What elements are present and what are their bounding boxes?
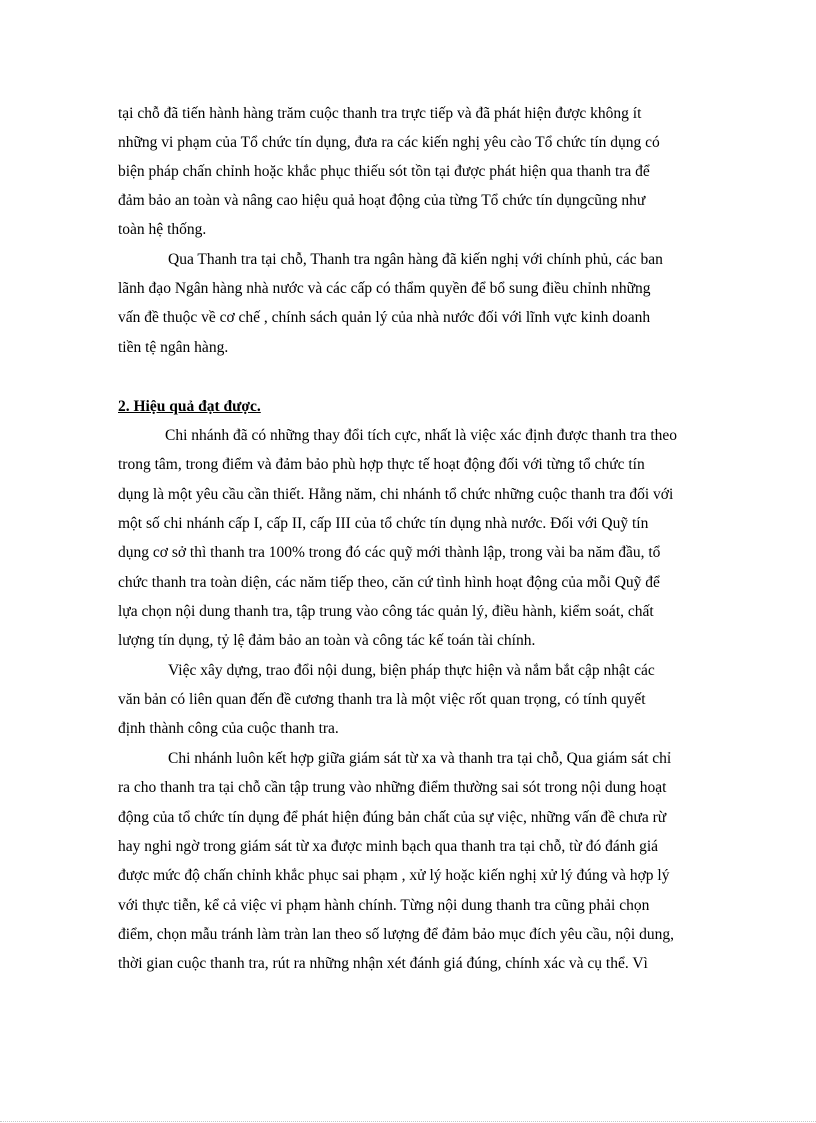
section-heading: 2. Hiệu quả đạt được. (118, 398, 261, 415)
text-line: điểm, chọn mẫu tránh làm tràn lan theo số lượng để đảm bảo mục đích yêu cầu, nội dung, (118, 926, 674, 943)
text-line: định thành công của cuộc thanh tra. (118, 720, 339, 737)
text-line: dụng là một yêu cầu cần thiết. Hằng năm, chi nhánh tổ chức những cuộc thanh tra đối với (118, 486, 674, 503)
text-line: những vi phạm của Tổ chức tín dụng, đưa ra các kiến nghị yêu cào Tổ chức tín dụng có (118, 134, 660, 151)
text-line: hay nghi ngờ trong giám sát từ xa được minh bạch qua thanh tra tại chỗ, từ đó đánh giá (118, 838, 659, 855)
text-line: một số chi nhánh cấp I, cấp II, cấp III của tổ chức tín dụng nhà nước. Đối với Quỹ tín (118, 515, 649, 532)
text-line: động của tổ chức tín dụng để phát hiện đúng bản chất của sự việc, những vấn đề chưa rừ (118, 809, 667, 826)
text-line: tại chỗ đã tiến hành hàng trăm cuộc thanh tra trực tiếp và đã phát hiện được không ít (118, 105, 642, 122)
text-line: vấn đề thuộc về cơ chế , chính sách quản lý của nhà nước đối với lĩnh vực kinh doanh (118, 309, 651, 326)
text-line: Qua Thanh tra tại chỗ, Thanh tra ngân hàng đã kiến nghị với chính phủ, các ban (168, 251, 663, 268)
text-line: Chi nhánh luôn kết hợp giữa giám sát từ xa và thanh tra tại chỗ, Qua giám sát chỉ (168, 750, 672, 767)
text-line: chức thanh tra toàn diện, các năm tiếp theo, căn cứ tình hình hoạt động của mỗi Quỹ để (118, 574, 660, 591)
text-line: đảm bảo an toàn và nâng cao hiệu quả hoạt động của từng Tổ chức tín dụngcũng như (118, 192, 646, 209)
text-line: lượng tín dụng, tỷ lệ đảm bảo an toàn và công tác kế toán tài chính. (118, 632, 536, 649)
text-line: Chi nhánh đã có những thay đổi tích cực, nhất là việc xác định được thanh tra theo (165, 427, 678, 444)
text-line: biện pháp chấn chỉnh hoặc khắc phục thiếu sót tồn tại được phát hiện qua thanh tra để (118, 163, 650, 180)
text-line: trong tâm, trong điểm và đảm bảo phù hợp thực tế hoạt động đối với từng tổ chức tín (118, 456, 645, 473)
text-line: ra cho thanh tra tại chỗ cần tập trung vào những điểm thường sai sót trong nội dung hoạt (118, 779, 667, 796)
text-line: lãnh đạo Ngân hàng nhà nước và các cấp có thẩm quyền để bổ sung điều chỉnh những (118, 280, 651, 297)
text-line: văn bản có liên quan đến đề cương thanh tra là một việc rốt quan trọng, có tính quyết (118, 691, 646, 708)
text-line: tiền tệ ngân hàng. (118, 339, 229, 356)
text-line: toàn hệ thống. (118, 221, 207, 238)
text-line: với thực tiễn, kể cả việc vi phạm hành chính. Từng nội dung thanh tra cũng phải chọn (118, 897, 650, 914)
page-bottom-edge (0, 1121, 816, 1122)
text-line: Việc xây dựng, trao đổi nội dung, biện pháp thực hiện và nắm bắt cập nhật các (168, 662, 655, 679)
text-line: thời gian cuộc thanh tra, rút ra những nhận xét đánh giá đúng, chính xác và cụ thể. Vì (118, 955, 648, 972)
text-line: lựa chọn nội dung thanh tra, tập trung vào công tác quản lý, điều hành, kiểm soát, chất (118, 603, 654, 620)
text-line: được mức độ chấn chỉnh khắc phục sai phạm , xử lý hoặc kiến nghị xử lý đúng và hợp lý (118, 867, 670, 884)
text-line: dụng cơ sở thì thanh tra 100% trong đó các quỹ mới thành lập, trong vài ba năm đầu, tổ (118, 544, 661, 561)
